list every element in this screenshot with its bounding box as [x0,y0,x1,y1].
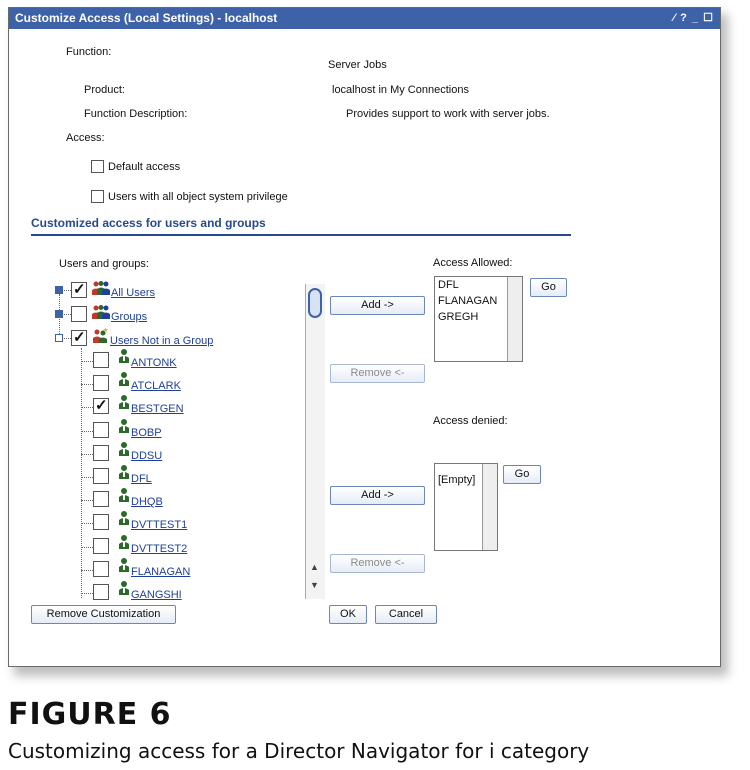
tree-scroll-thumb[interactable] [308,288,322,318]
figure-title: FIGURE 6 [8,697,172,732]
allowed-list-item[interactable]: GREGH [438,311,479,323]
window-title: Customize Access (Local Settings) - localhost [15,11,278,25]
window-controls-icon[interactable]: ⁄ ? _ ☐ [673,12,714,24]
all-object-privilege-checkbox[interactable] [91,190,104,203]
user-icon [118,580,130,600]
tree-expander-icon[interactable] [55,286,63,294]
group-icon [92,328,108,348]
user-icon [118,534,130,554]
user-checkbox[interactable] [93,491,109,507]
function-value: Server Jobs [328,59,387,71]
access-denied-label: Access denied: [433,415,508,427]
user-checkbox[interactable] [93,398,109,414]
user-icon [118,464,130,484]
user-label[interactable]: DVTTEST1 [131,519,188,532]
user-icon [118,510,130,530]
user-checkbox[interactable] [93,445,109,461]
denied-remove-button[interactable]: Remove <- [330,554,425,573]
tree-expander-icon[interactable] [55,310,63,318]
user-checkbox[interactable] [93,514,109,530]
tree-scrollbar[interactable] [305,284,325,599]
all-object-privilege-label: Users with all object system privilege [108,191,288,203]
denied-list-item[interactable]: [Empty] [438,474,476,486]
svg-text:★: ★ [103,328,108,334]
product-label: Product: [84,84,125,96]
user-icon [118,557,130,577]
user-checkbox[interactable] [93,561,109,577]
tree-root-label[interactable]: Groups [111,311,148,323]
tree-root-checkbox[interactable] [71,306,87,322]
user-checkbox[interactable] [93,584,109,600]
user-label[interactable]: DDSU [131,449,163,462]
access-allowed-label: Access Allowed: [433,257,513,269]
user-checkbox[interactable] [93,352,109,368]
user-checkbox[interactable] [93,422,109,438]
window-titlebar [9,8,720,29]
figure-caption: Customizing access for a Director Navigator for i category [8,739,590,763]
user-label[interactable]: DHQB [131,496,163,509]
allowed-list-scrollbar[interactable] [507,277,522,361]
user-icon [118,371,130,391]
tree-root-label[interactable]: Users Not in a Group [110,335,214,347]
access-denied-list[interactable] [434,463,498,551]
user-checkbox[interactable] [93,375,109,391]
tree-root-label[interactable]: All Users [111,287,156,299]
tree-root-checkbox[interactable] [71,282,87,298]
user-label[interactable]: ANTONK [131,357,177,369]
section-divider [31,234,571,236]
user-icon [118,348,130,368]
user-label[interactable]: DVTTEST2 [131,542,188,555]
product-value: localhost in My Connections [332,84,469,96]
group-icon [92,280,110,300]
description-value: Provides support to work with server jobs. [346,108,550,120]
user-label[interactable]: ATCLARK [131,380,181,393]
section-title: Customized access for users and groups [31,216,266,230]
tree-expander-icon[interactable] [55,334,63,342]
user-checkbox[interactable] [93,538,109,554]
user-icon [118,418,130,438]
allowed-list-item[interactable]: DFL [438,279,459,291]
user-icon [118,487,130,507]
scroll-up-icon[interactable]: ▲ [310,562,319,572]
user-label[interactable]: BOBP [131,426,162,439]
denied-go-button[interactable]: Go [503,465,541,484]
default-access-checkbox[interactable] [91,160,104,173]
tree-label: Users and groups: [59,258,149,270]
default-access-label: Default access [108,161,181,173]
function-label: Function: [66,46,112,58]
ok-button[interactable]: OK [329,605,367,624]
cancel-button[interactable]: Cancel [375,605,437,624]
user-label[interactable]: BESTGEN [131,403,184,416]
access-allowed-list[interactable] [434,276,523,362]
allowed-go-button[interactable]: Go [530,278,567,297]
denied-add-button[interactable]: Add -> [330,486,425,505]
user-checkbox[interactable] [93,468,109,484]
scroll-down-icon[interactable]: ▼ [310,580,319,590]
allowed-list-item[interactable]: FLANAGAN [438,295,498,307]
access-label: Access: [66,132,105,144]
group-icon [92,304,110,324]
user-label[interactable]: FLANAGAN [131,565,191,578]
user-icon [118,441,130,461]
customize-access-window [8,7,721,667]
denied-list-scrollbar[interactable] [482,464,497,550]
user-label[interactable]: DFL [131,473,152,485]
user-icon [118,394,130,414]
allowed-remove-button[interactable]: Remove <- [330,364,425,383]
description-label: Function Description: [84,108,188,120]
user-label[interactable]: GANGSHI [131,589,182,601]
tree-root-checkbox[interactable] [71,330,87,346]
allowed-add-button[interactable]: Add -> [330,296,425,315]
remove-customization-button[interactable]: Remove Customization [31,605,176,624]
